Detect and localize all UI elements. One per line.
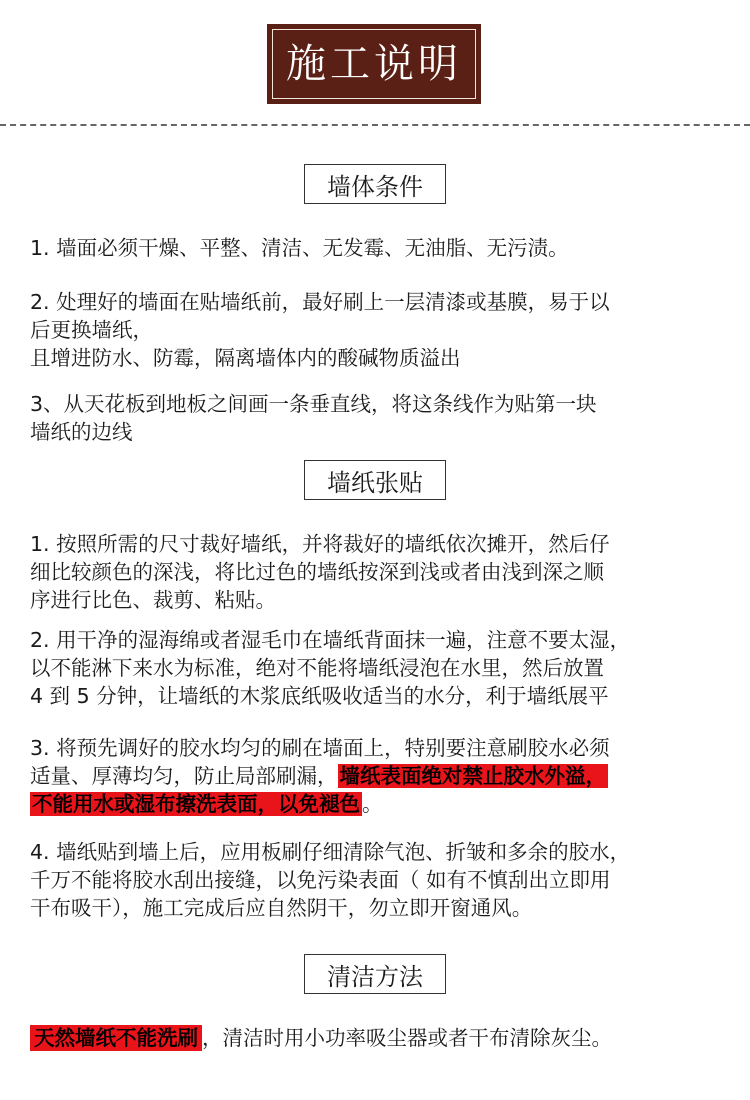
paste-paragraph-3 — [30, 734, 730, 818]
text-line: 以不能淋下来水为标准，绝对不能将墙纸浸泡在水里，然后放置 — [30, 656, 604, 680]
text-line: 3. 将预先调好的胶水均匀的刷在墙面上，特别要注意刷胶水必须 — [30, 736, 610, 760]
text-segment: 。 — [362, 792, 383, 816]
title-frame — [272, 29, 476, 99]
wall-paragraph-3 — [30, 390, 730, 446]
text-line — [30, 790, 730, 818]
wall-paragraph-2 — [30, 288, 730, 372]
text-line: 1. 墙面必须干燥、平整、清洁、无发霉、无油脂、无污渍。 — [30, 236, 569, 260]
text-segment: 适量、厚薄均匀，防止局部刷漏， — [30, 764, 338, 788]
text-line: 2. 用干净的湿海绵或者湿毛巾在墙纸背面抹一遍，注意不要太湿， — [30, 628, 631, 652]
section-heading-paste: 墙纸张贴 — [304, 460, 446, 500]
text-line — [30, 762, 730, 790]
section-heading-wall: 墙体条件 — [304, 164, 446, 204]
wall-paragraph-1 — [30, 234, 730, 262]
paste-paragraph-1 — [30, 530, 730, 614]
text-line: 4. 墙纸贴到墙上后，应用板刷仔细清除气泡、折皱和多余的胶水， — [30, 840, 631, 864]
clean-paragraph-1 — [30, 1024, 730, 1052]
warning-highlight: 不能用水或湿布擦洗表面，以免褪色 — [32, 792, 360, 816]
title-banner — [267, 24, 481, 104]
paste-paragraph-4 — [30, 838, 730, 922]
text-line: 序进行比色、裁剪、粘贴。 — [30, 588, 276, 612]
text-line: 细比较颜色的深浅，将比过色的墙纸按深到浅或者由浅到深之顺 — [30, 560, 604, 584]
paste-paragraph-2 — [30, 626, 730, 710]
text-line: 后更换墙纸， — [30, 318, 153, 342]
text-line: 墙纸的边线 — [30, 420, 133, 444]
page-title: 施工说明 — [286, 41, 462, 87]
dashed-divider — [0, 124, 750, 126]
text-line: 2. 处理好的墙面在贴墙纸前，最好刷上一层清漆或基膜，易于以 — [30, 290, 610, 314]
text-line: 干布吸干），施工完成后应自然阴干，勿立即开窗通风。 — [30, 896, 533, 920]
text-line: 1. 按照所需的尺寸裁好墙纸，并将裁好的墙纸依次摊开，然后仔 — [30, 532, 610, 556]
text-line: 3、从天花板到地板之间画一条垂直线，将这条线作为贴第一块 — [30, 392, 597, 416]
warning-highlight: 天然墙纸不能洗刷 — [30, 1025, 202, 1051]
text-line: 千万不能将胶水刮出接缝，以免污染表面（ 如有不慎刮出立即用 — [30, 868, 611, 892]
section-heading-clean: 清洁方法 — [304, 954, 446, 994]
text-line: 且增进防水、防霉，隔离墙体内的酸碱物质溢出 — [30, 346, 461, 370]
warning-highlight: 墙纸表面绝对禁止胶水外溢， — [339, 764, 606, 788]
text-line: 4 到 5 分钟，让墙纸的木浆底纸吸收适当的水分，利于墙纸展平 — [30, 684, 609, 708]
text-line — [30, 1024, 730, 1052]
text-segment: ，清洁时用小功率吸尘器或者干布清除灰尘。 — [202, 1026, 612, 1050]
